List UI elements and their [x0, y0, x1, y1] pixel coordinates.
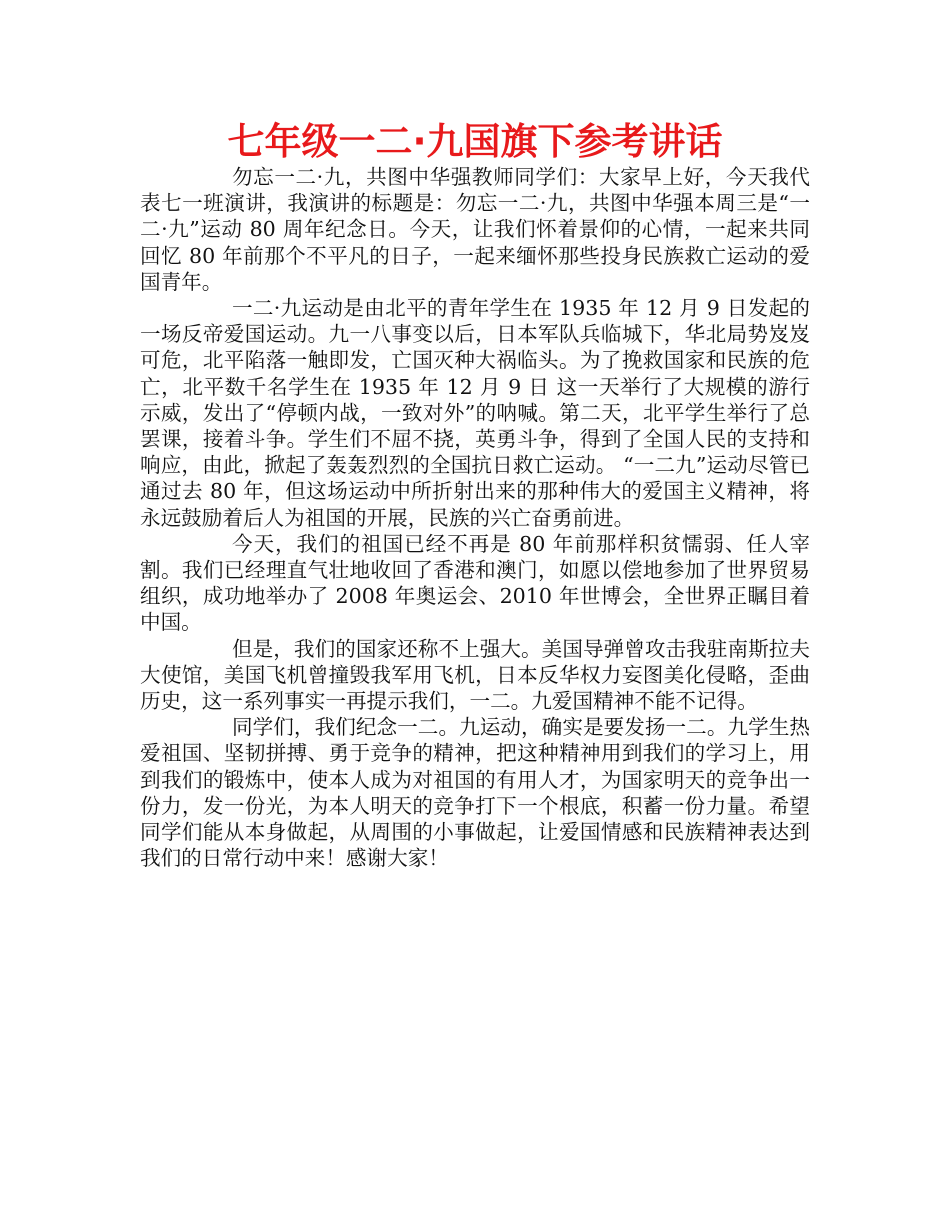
paragraph-2: 一二·九运动是由北平的青年学生在 1935 年 12 月 9 日发起的一场反帝爱国运动。九一八事变以后，日本军队兵临城下，华北局势岌岌可危，北平陷落一触即发，亡国灭种大祸临头。为了挽救国家和民族的危亡，北平数千名学生在 1935 年 12 月 9 日 这一天举行了大规模的游行示威，发出了“停顿内战，一致对外”的呐喊。第二天，北平学生举行了总罢课，接着斗争。学生们不屈不挠，英勇斗争，得到了全国人民的支持和响应，由此，掀起了轰轰烈烈的全国抗日救亡运动。 “一二九”运动尽管已通过去 80 年，但这场运动中所折射出来的那种伟大的爱国主义精神，将永远鼓励着后人为祖国的开展，民族的兴亡奋勇前进。	[140, 296, 810, 530]
paragraph-3: 今天，我们的祖国已经不再是 80 年前那样积贫懦弱、任人宰割。我们已经理直气壮地收回了香港和澳门，如愿以偿地参加了世界贸易组织，成功地举办了 2008 年奥运会、2010 年世博会，全世界正瞩目着中国。	[140, 531, 810, 635]
paragraph-5: 同学们，我们纪念一二。九运动，确实是要发扬一二。九学生热爱祖国、坚韧拼搏、勇于竞争的精神，把这种精神用到我们的学习上，用到我们的锻炼中，使本人成为对祖国的有用人才，为国家明天的竞争出一份力，发一份光，为本人明天的竞争打下一个根底，积蓄一份力量。希望同学们能从本身做起，从周围的小事做起，让爱国情感和民族精神表达到我们的日常行动中来！感谢大家！	[140, 715, 810, 871]
document-title: 七年级一二·九国旗下参考讲话	[227, 120, 723, 163]
paragraph-4: 但是，我们的国家还称不上强大。美国导弹曾攻击我驻南斯拉夫大使馆，美国飞机曾撞毁我军用飞机，日本反华权力妄图美化侵略，歪曲历史，这一系列事实一再提示我们，一二。九爱国精神不能不记得。	[140, 636, 810, 714]
paragraph-1: 勿忘一二·九，共图中华强教师同学们：大家早上好，今天我代表七一班演讲，我演讲的标题是：勿忘一二·九，共图中华强本周三是“一二·九”运动 80 周年纪念日。今天，让我们怀着景仰的心情，一起来共同回忆 80 年前那个不平凡的日子，一起来缅怀那些投身民族救亡运动的爱国青年。	[140, 165, 810, 294]
document-body	[140, 164, 810, 871]
